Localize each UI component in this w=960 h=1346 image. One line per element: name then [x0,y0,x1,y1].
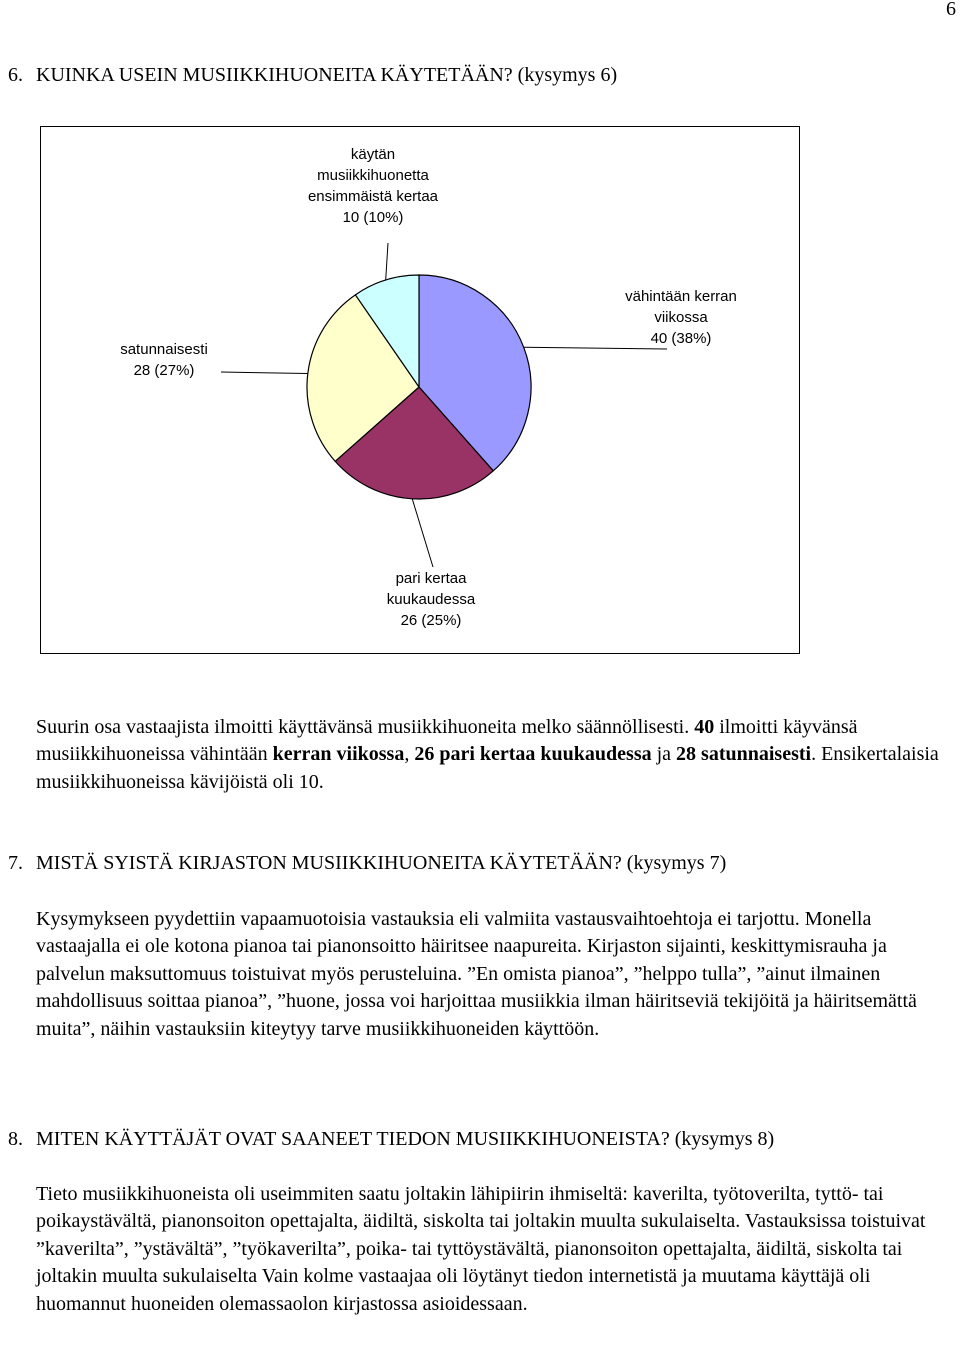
pie-label-line: ensimmäistä kertaa [307,188,439,205]
section-6-paragraph [36,714,956,796]
section-6-heading [8,64,617,87]
page-number: 6 [946,0,956,20]
section-7-heading [8,852,726,875]
pie-label-line: 40 (38%) [650,330,712,347]
section-7-title: MISTÄ SYISTÄ KIRJASTON MUSIIKKIHUONEITA KÄYTETÄÄN? (kysymys 7) [36,852,727,874]
section-7-text: Kysymykseen pyydettiin vapaamuotoisia vastauksia eli valmiita vastausvaihtoehtoja ei tarjottu. Monella vastaajalla ei ole kotona pianoa tai pianonsoitto häiritsee naapureita. Kirjaston sijainti, keskittymisrauha ja palvelun maksuttomuus toistuivat myös perusteluina. ”En omista pianoa”, ”helppo tulla”, ”ainut ilmainen mahdollisuus soittaa pianoa”, ”huone, jossa voi harjoittaa musiikkia ilman häiritseviä tekijöitä ja häiritsemättä muita”, näihin vastauksiin kiteytyy tarve musiikkihuoneiden käyttöön. [36,908,917,1040]
pie-label-first-time [293,144,453,228]
text-run: , [404,743,415,766]
text-run: ja [651,743,677,766]
pie-label-line: kuukaudessa [386,591,476,608]
pie-label-line: 10 (10%) [342,209,404,226]
pie-label-line: 26 (25%) [400,612,462,629]
section-7-paragraph [36,906,956,1043]
section-7-number: 7. [8,852,23,874]
text-run: Suurin osa vastaajista ilmoitti käyttävänsä musiikkihuoneita melko säännöllisesti. [36,716,695,738]
pie-label-occasionally [84,339,244,381]
section-8-number: 8. [8,1128,23,1150]
text-run-bold: 40 [694,716,715,738]
section-8-paragraph [36,1181,956,1318]
text-run-bold: kerran viikossa [272,743,405,766]
text-run-bold: 26 pari kertaa kuukaudessa [414,743,652,766]
section-8-title: MITEN KÄYTTÄJÄT OVAT SAANEET TIEDON MUSIIKKIHUONEISTA? (kysymys 8) [36,1128,775,1150]
section-6-number: 6. [8,64,23,86]
pie-label-line: viikossa [654,309,708,326]
pie-label-line: pari kertaa [395,570,467,587]
pie-label-line: käytän [350,146,396,163]
text-run-bold: 28 satunnaisesti [676,743,812,766]
section-8-heading [8,1128,774,1151]
pie-slices [307,275,531,499]
leader-line-monthly [412,499,433,567]
leader-line-first-time [386,243,388,280]
pie-label-monthly [351,568,511,631]
text-run: . Ensikertalaisia musiikkihuoneissa kävijöistä oli 10. [36,743,939,793]
pie-label-line: satunnaisesti [120,341,208,358]
pie-label-line: 28 (27%) [133,362,195,379]
pie-label-line: vähintään kerran [625,288,737,305]
pie-label-weekly [601,286,761,349]
section-8-text: Tieto musiikkihuoneista oli useimmiten saatu joltakin lähipiirin ihmiseltä: kaverilta, työtoverilta, tyttö- tai poikaystävältä, pianonsoiton opettajalta, äidiltä, siskolta tai joltakin muulta sukulaiselta. Vastauksissa toistuivat ”kaverilta”, ”ystävältä”, ”työkaverilta”, poika- tai tyttöystävältä, pianonsoiton opettajalta, äidiltä, siskolta tai joltakin muulta sukulaiselta Vain kolme vastaajaa oli löytänyt tiedon internetistä ja muutama käyttäjä oli huomannut huoneiden olemassaolon kirjastossa asioidessaan. [36,1183,926,1315]
pie-label-line: musiikkihuonetta [317,167,429,184]
pie-chart [40,126,800,654]
text-run: ilmoitti käyvänsä musiikkihuoneissa vähintään [36,716,858,766]
section-6-title: KUINKA USEIN MUSIIKKIHUONEITA KÄYTETÄÄN? (kysymys 6) [36,64,618,86]
